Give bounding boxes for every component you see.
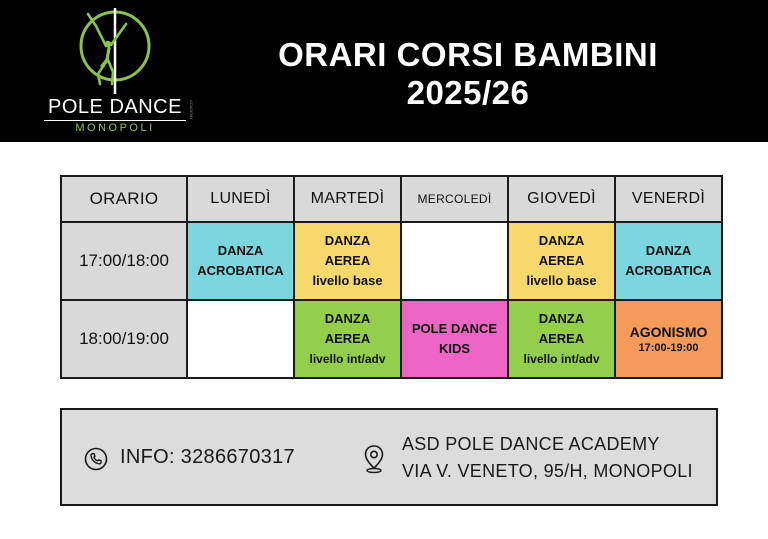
- class-name: POLE DANCE: [411, 321, 498, 336]
- class-type: AEREA: [324, 331, 371, 346]
- class-cell-lun-1700: [187, 222, 294, 300]
- class-cell-lun-1800-empty: [187, 300, 294, 378]
- location-pin-icon: [362, 444, 386, 474]
- class-level: livello base: [526, 273, 597, 288]
- address-line-2: VIA V. VENETO, 95/H, MONOPOLI: [402, 461, 693, 481]
- schedule-table: [60, 175, 723, 379]
- class-name: DANZA: [324, 311, 371, 326]
- address-line-1: ASD POLE DANCE ACADEMY: [402, 434, 660, 454]
- logo-city: MONOPOLI: [75, 122, 155, 134]
- schedule-row-1800: [61, 300, 722, 378]
- header-day-mercoledi: MERCOLEDÌ: [401, 176, 508, 222]
- class-level: livello int/adv: [309, 352, 386, 366]
- class-name: DANZA: [538, 233, 585, 248]
- class-cell-mar-1800: [294, 300, 401, 378]
- header-day-giovedi: GIOVEDÌ: [508, 176, 615, 222]
- contact-info-box: [60, 408, 718, 506]
- class-cell-gio-1800: [508, 300, 615, 378]
- class-type: AEREA: [324, 253, 371, 268]
- logo-tiny-text: ACADEMY: [189, 100, 194, 120]
- class-cell-mer-1800: [401, 300, 508, 378]
- schedule-header-row: [61, 176, 722, 222]
- time-slot-1700: 17:00/18:00: [61, 222, 187, 300]
- logo-name: POLE DANCE: [48, 96, 182, 118]
- pole-dancer-icon: [78, 8, 152, 96]
- schedule-row-1700: [61, 222, 722, 300]
- class-type: ACROBATICA: [625, 263, 712, 278]
- header-day-martedi: MARTEDÌ: [294, 176, 401, 222]
- class-type: AEREA: [538, 253, 585, 268]
- class-name: DANZA: [645, 243, 692, 258]
- header-day-venerdi: VENERDÌ: [615, 176, 722, 222]
- logo-divider: [44, 120, 186, 121]
- address: [402, 431, 693, 485]
- class-name: AGONISMO: [629, 323, 708, 340]
- title-line-1: ORARI CORSI BAMBINI: [278, 36, 658, 73]
- header-orario: ORARIO: [61, 176, 187, 222]
- class-type: ACROBATICA: [197, 263, 284, 278]
- class-name: DANZA: [538, 311, 585, 326]
- class-cell-mar-1700: [294, 222, 401, 300]
- class-type: KIDS: [438, 341, 471, 356]
- header-day-lunedi: LUNEDÌ: [187, 176, 294, 222]
- class-hours: 17:00-19:00: [638, 341, 699, 354]
- class-name: DANZA: [324, 233, 371, 248]
- pole-dance-logo: [40, 6, 202, 136]
- class-level: livello int/adv: [523, 352, 600, 366]
- class-name: DANZA: [217, 243, 264, 258]
- time-slot-1800: 18:00/19:00: [61, 300, 187, 378]
- class-cell-ven-1700: [615, 222, 722, 300]
- title-line-2: 2025/26: [406, 74, 530, 111]
- page-title: [218, 36, 718, 112]
- class-level: livello base: [312, 273, 383, 288]
- class-cell-ven-1800: [615, 300, 722, 378]
- class-cell-mer-1700-empty: [401, 222, 508, 300]
- class-type: AEREA: [538, 331, 585, 346]
- class-cell-gio-1700: [508, 222, 615, 300]
- phone-number: INFO: 3286670317: [120, 446, 295, 468]
- header-banner: [0, 0, 768, 142]
- phone-icon: [84, 447, 108, 471]
